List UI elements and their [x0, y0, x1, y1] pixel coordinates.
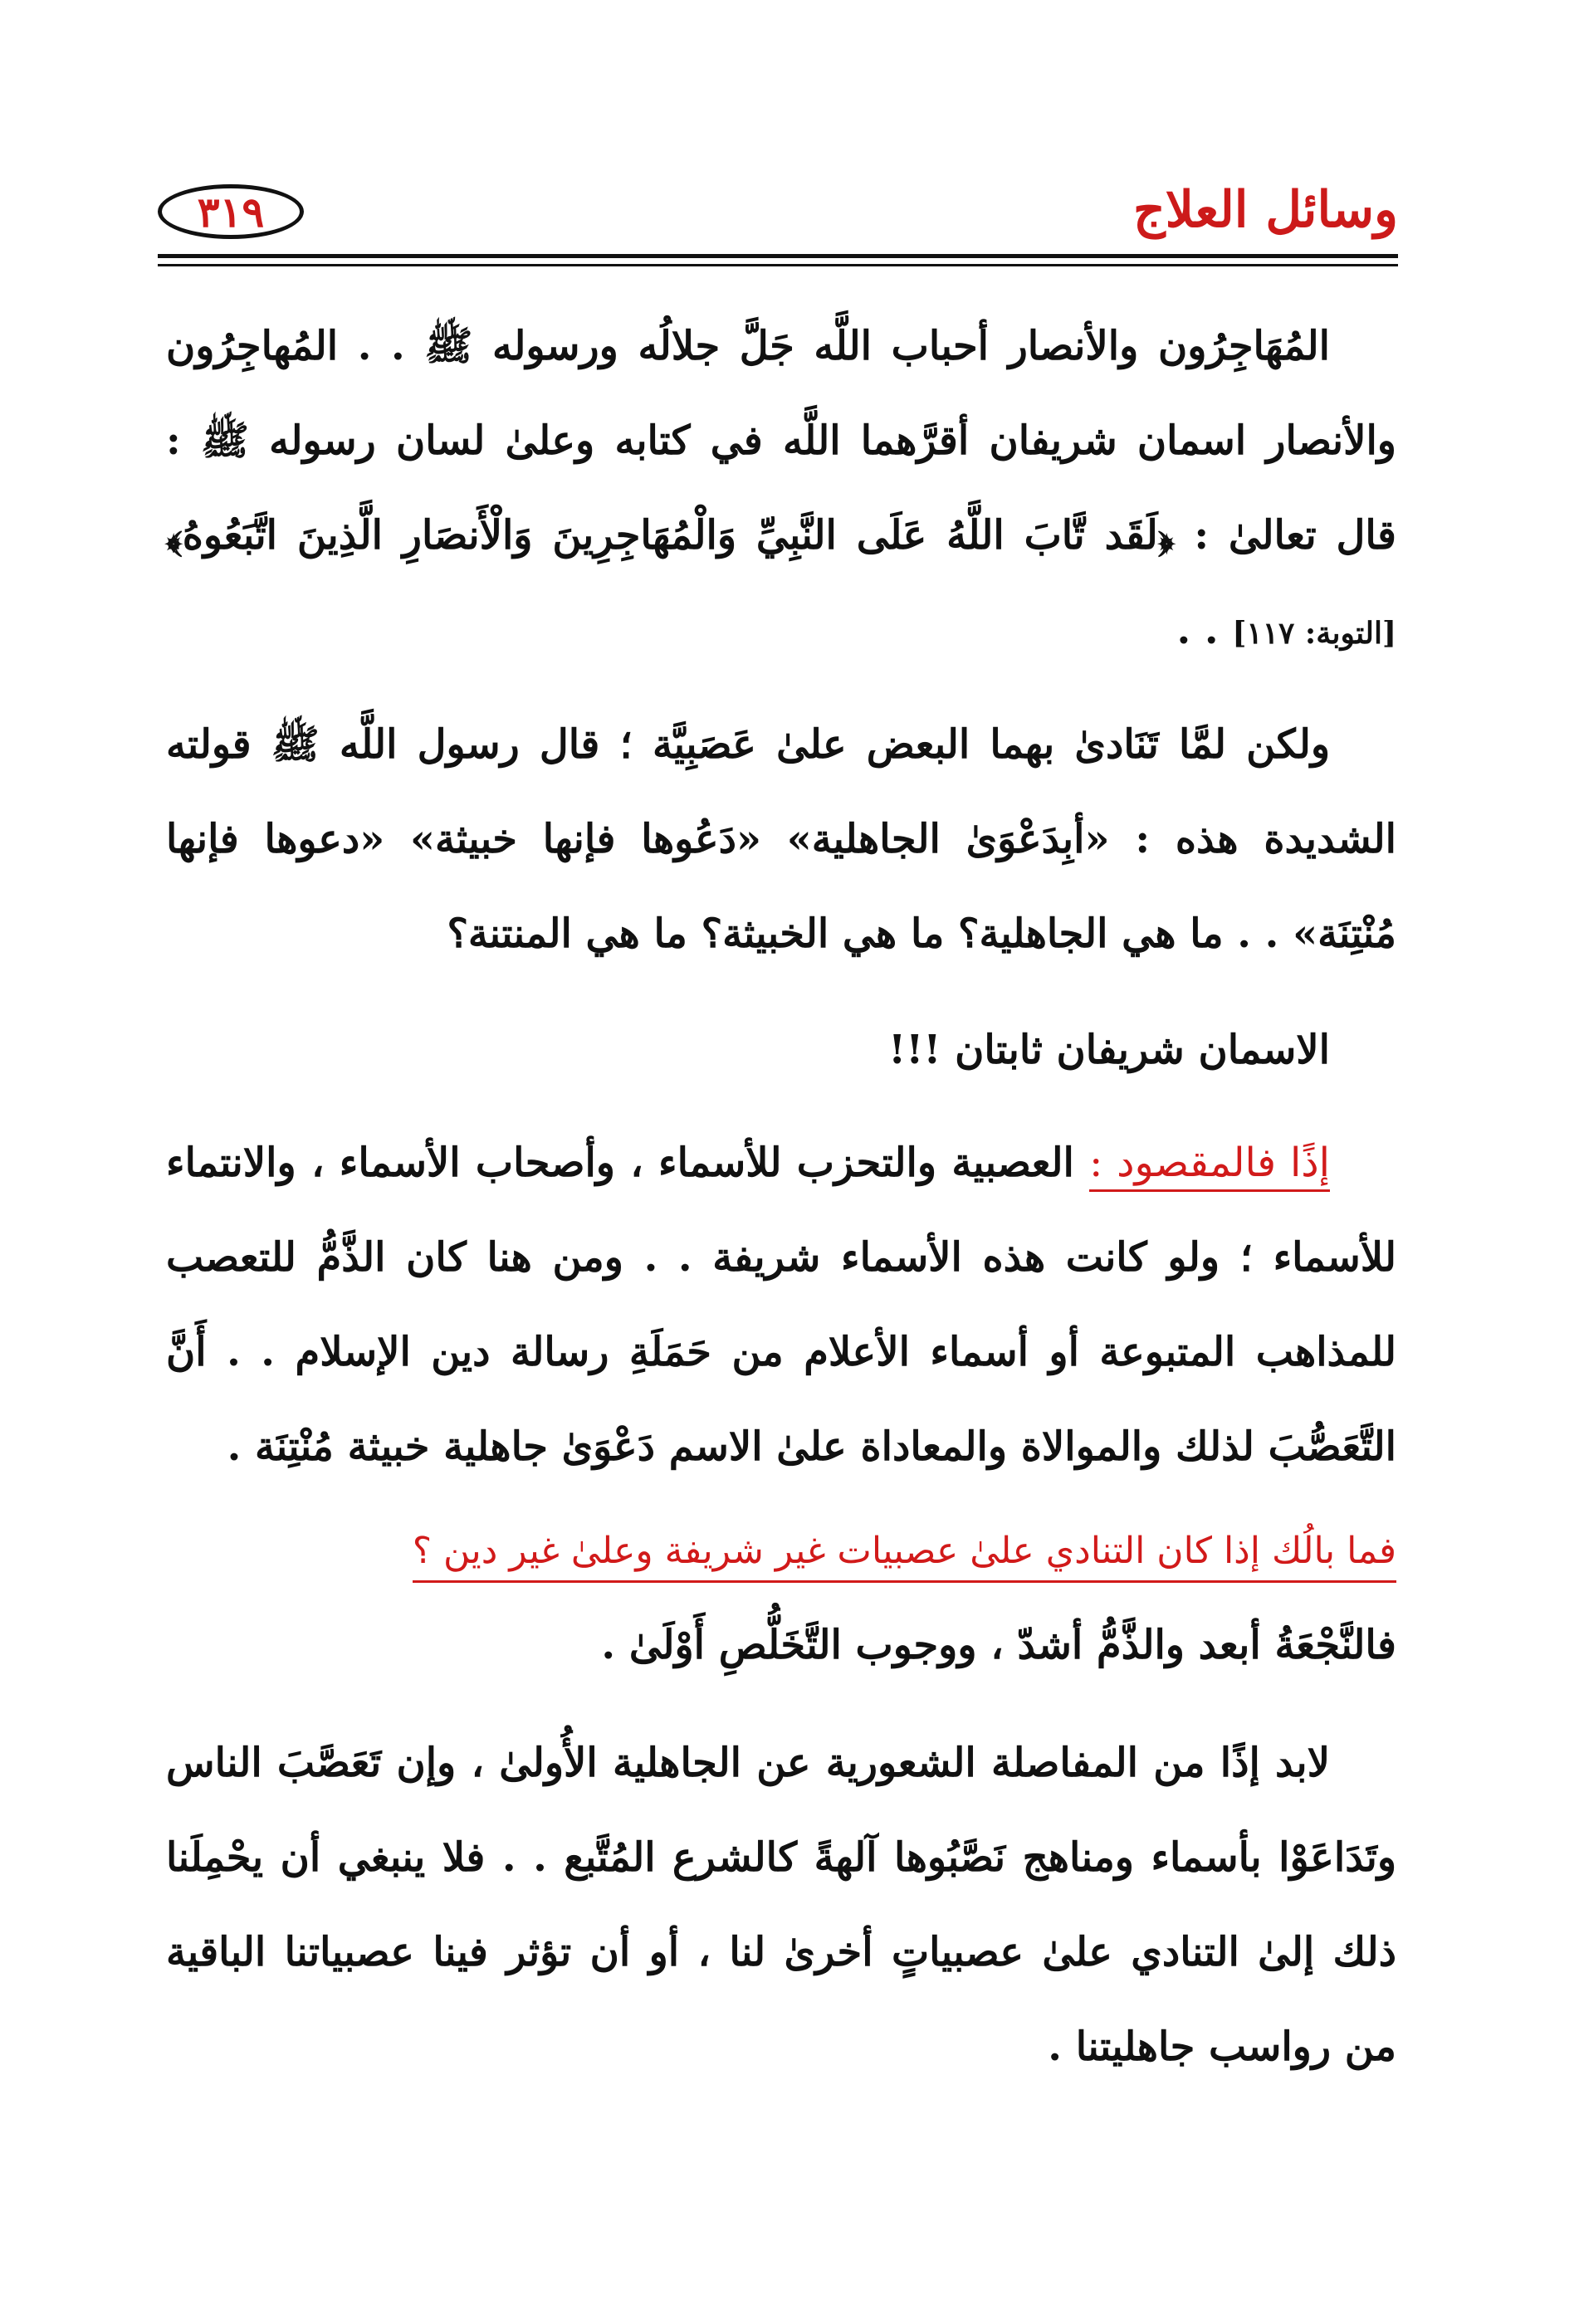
margin-note-red: إذًا فالمقصود : [1089, 1140, 1330, 1192]
running-title: وسائل العلاج [1133, 181, 1398, 239]
page-body [166, 299, 1396, 2094]
note-wrapper [166, 1522, 1396, 1583]
paragraph-3: الاسمان شريفان ثابتان !!! [888, 1027, 1330, 1073]
paragraph-2: ولكن لمَّا تَنَادىٰ بهما البعض علىٰ عَصَبِيَّة ؛ قال رسول اللَّه ﷺ قولته الشديدة هذه : «أبِدَعْوَىٰ الجاهلية» «دَعُوها فإنها خبيثة» «دعوها فإنها مُنْتِنَة» . . ما هي الجاهلية؟ ما هي الخبيثة؟ ما هي المنتنة؟ [166, 721, 1396, 957]
header-rule-thick [158, 254, 1398, 258]
red-note-line: فما بالُك إذا كان التنادي علىٰ عصبيات غير شريفة وعلىٰ غير دين ؟ [413, 1522, 1396, 1583]
paragraph-5: فالنَّجْعَةُ أبعد والذَّمُّ أشدّ ، ووجوب التَّخَلُّصِ أَوْلَىٰ . [601, 1622, 1396, 1668]
paragraph-4-text: العصبية والتحزب للأسماء ، وأصحاب الأسماء ، والانتماء للأسماء ؛ ولو كانت هذه الأسماء شريفة . . ومن هنا كان الذَّمُّ للتعصب للمذاهب المتبوعة أو أسماء الأعلام من حَمَلَةِ رسالة دين الإسلام . . أَنَّ التَّعَصُّبَ لذلك والموالاة والمعاداة علىٰ الاسم دَعْوَىٰ جاهلية خبيثة مُنْتِنَة . [166, 1140, 1396, 1470]
paragraph-1-text: المُهَاجِرُون والأنصار أحباب اللَّه جَلَّ جلالُه ورسوله ﷺ . . المُهاجِرُون والأنصار اسمان شريفان أقرَّهما اللَّه في كتابه وعلىٰ لسان رسوله ﷺ : قال تعالىٰ : [166, 323, 1396, 559]
paragraph-1 [166, 299, 1396, 681]
paragraph-1-end: . . [1176, 607, 1233, 653]
page-number: ٣١٩ [158, 184, 304, 239]
paragraph-6: لابد إذًا من المفاصلة الشعورية عن الجاهلية الأُولىٰ ، وإن تَعَصَّبَ الناس وتَدَاعَوْا بأسماء ومناهج نَصَّبُوها آلهةً كالشرع المُتَّبع . . فلا ينبغي أن يحْمِلَنا ذلك إلىٰ التنادي علىٰ عصبياتٍ أخرىٰ لنا ، أو أن تؤثر فينا عصبياتنا الباقية من رواسب جاهليتنا . [166, 1740, 1396, 2070]
quran-verse: ﴿لَقَد تَّابَ اللَّهُ عَلَى النَّبِيِّ وَالْمُهَاجِرِينَ وَالْأَنصَارِ الَّذِينَ اتَّبَعُوهُ﴾ [166, 512, 1175, 559]
header-rule-thin [158, 264, 1398, 266]
paragraph-4 [166, 1116, 1396, 1494]
verse-reference: [التوبة: ١١٧] [1232, 616, 1396, 651]
page-header [158, 166, 1398, 257]
